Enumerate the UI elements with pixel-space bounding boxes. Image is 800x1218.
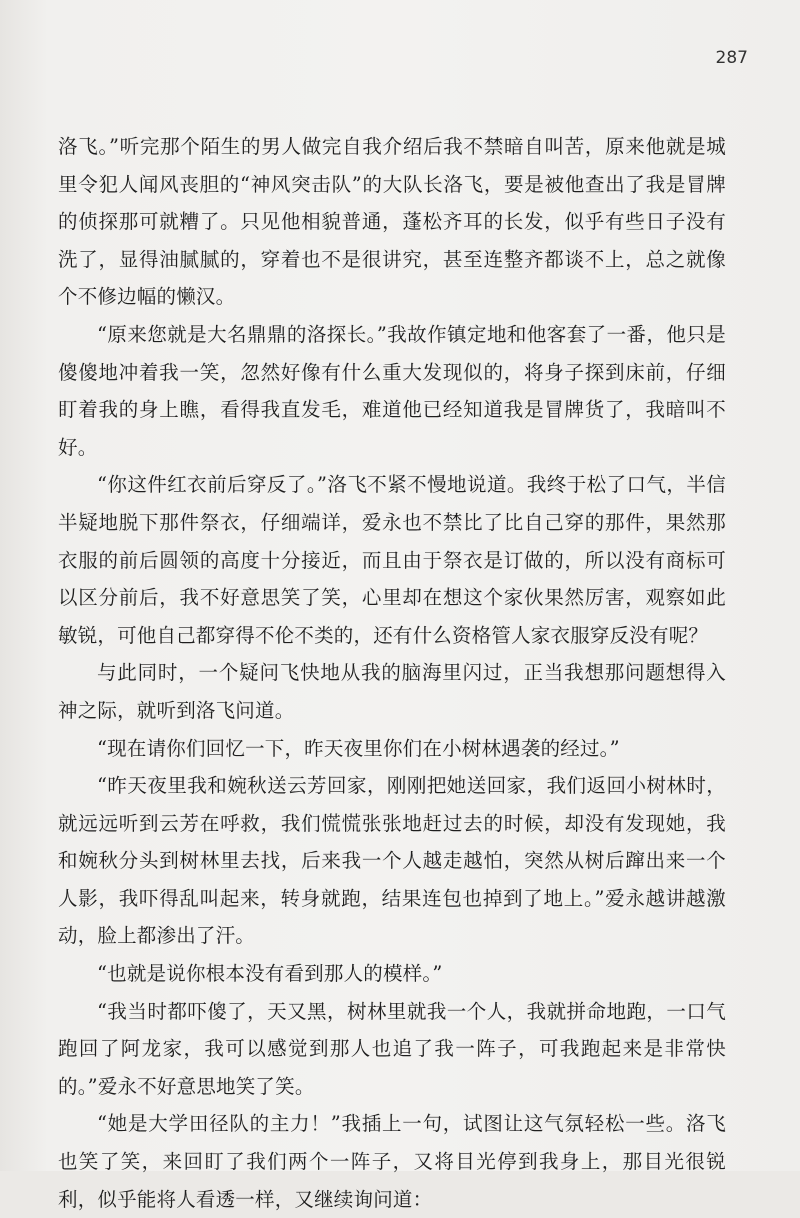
paragraph: “原来您就是大名鼎鼎的洛探长。”我故作镇定地和他客套了一番，他只是傻傻地冲着我一笑，忽然好像有什么重大发现似的，将身子探到床前，仔细盯着我的身上瞧，看得我直发毛，难道他已经知道我是冒牌货了，我暗叫不好。 — [58, 322, 726, 459]
paragraph: “我当时都吓傻了，天又黑，树林里就我一个人，我就拼命地跑，一口气跑回了阿龙家，我可以感觉到那人也追了我一阵子，可我跑起来是非常快的。”爱永不好意思地笑了笑。 — [58, 999, 726, 1098]
paragraph: “昨天夜里我和婉秋送云芳回家，刚刚把她送回家，我们返回小树林时，就远远听到云芳在呼救，我们慌慌张张地赶过去的时候，却没有发现她，我和婉秋分头到树林里去找，后来我一个人越走越怕，突然从树后蹿出来一个人影，我吓得乱叫起来，转身就跑，结果连包也掉到了地上。”爱永越讲越激动，脸上都渗出了汗。 — [58, 774, 726, 948]
paragraph: “现在请你们回忆一下，昨天夜里你们在小树林遇袭的经过。” — [97, 736, 620, 760]
page-number: 287 — [715, 48, 748, 68]
paragraph: “她是大学田径队的主力！”我插上一句，试图让这气氛轻松一些。洛飞也笑了笑，来回盯了我们两个一阵子，又将目光停到我身上，那目光很锐利，似乎能将人看透一样，又继续询问道： — [58, 1112, 726, 1211]
paragraph: 与此同时，一个疑问飞快地从我的脑海里闪过，正当我想那问题想得入神之际，就听到洛飞问道。 — [58, 661, 726, 722]
body-text — [58, 128, 726, 1218]
paragraph: “你这件红衣前后穿反了。”洛飞不紧不慢地说道。我终于松了口气，半信半疑地脱下那件祭衣，仔细端详，爱永也不禁比了比自己穿的那件，果然那衣服的前后圆领的高度十分接近，而且由于祭衣是订做的，所以没有商标可以区分前后，我不好意思笑了笑，心里却在想这个家伙果然厉害，观察如此敏锐，可他自己都穿得不伦不类的，还有什么资格管人家衣服穿反没有呢？ — [58, 473, 726, 647]
paragraph: 洛飞。”听完那个陌生的男人做完自我介绍后我不禁暗自叫苦，原来他就是城里令犯人闻风丧胆的“神风突击队”的大队长洛飞，要是被他查出了我是冒牌的侦探那可就糟了。只见他相貌普通，蓬松齐耳的长发，似乎有些日子没有洗了，显得油腻腻的，穿着也不是很讲究，甚至连整齐都谈不上，总之就像个不修边幅的懒汉。 — [58, 135, 726, 309]
paragraph: “也就是说你根本没有看到那人的模样。” — [97, 962, 443, 986]
